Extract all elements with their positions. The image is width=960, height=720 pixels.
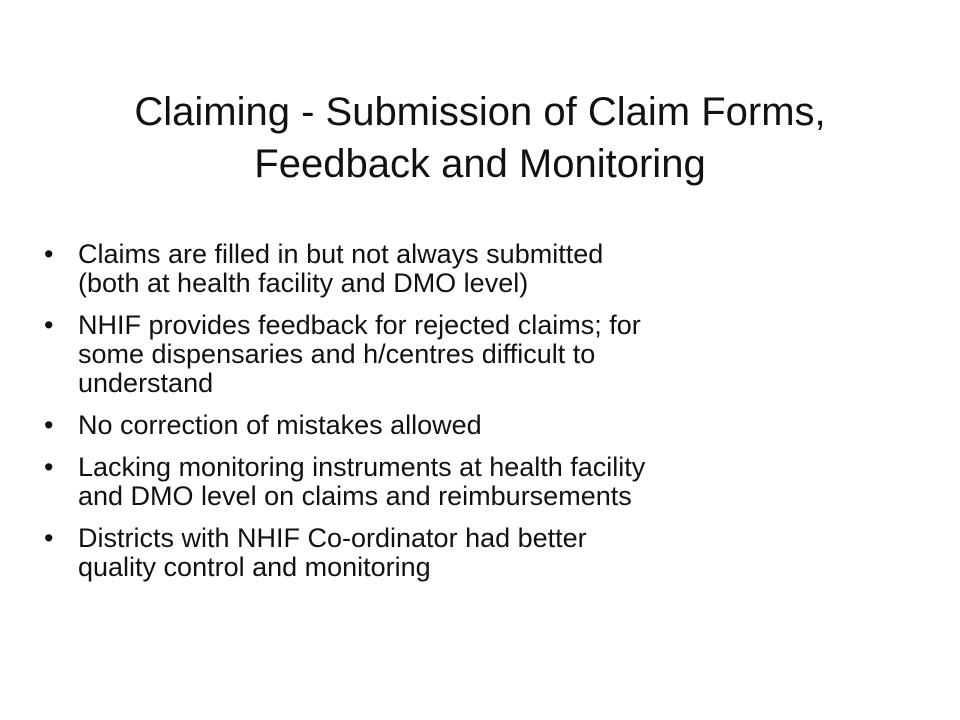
bullet-item bbox=[44, 453, 844, 511]
bullet-item bbox=[44, 524, 844, 582]
bullet-list bbox=[44, 240, 844, 595]
bullet-item bbox=[44, 411, 844, 440]
bullet-marker: • bbox=[44, 410, 54, 440]
bullet-text-line: Districts with NHIF Co-ordinator had better bbox=[78, 523, 587, 553]
bullet-marker: • bbox=[44, 452, 54, 482]
slide-title-line-1: Claiming - Submission of Claim Forms, bbox=[134, 90, 826, 134]
bullet-marker: • bbox=[44, 310, 54, 340]
bullet-text-line: understand bbox=[78, 368, 214, 398]
bullet-text-line: some dispensaries and h/centres difficult to bbox=[78, 339, 596, 369]
bullet-text-line: No correction of mistakes allowed bbox=[78, 410, 482, 440]
bullet-text-line: and DMO level on claims and reimbursements bbox=[78, 481, 632, 511]
bullet-marker: • bbox=[44, 239, 54, 269]
bullet-item bbox=[44, 240, 844, 298]
bullet-item bbox=[44, 311, 844, 398]
bullet-text-line: (both at health facility and DMO level) bbox=[78, 268, 529, 298]
bullet-text-line: NHIF provides feedback for rejected claims; for bbox=[78, 310, 641, 340]
bullet-marker: • bbox=[44, 523, 54, 553]
bullet-text-line: quality control and monitoring bbox=[78, 552, 431, 582]
bullet-text-line: Lacking monitoring instruments at health facility bbox=[78, 452, 646, 482]
slide-title bbox=[40, 86, 920, 190]
slide-title-line-2: Feedback and Monitoring bbox=[254, 142, 706, 186]
bullet-text-line: Claims are filled in but not always submitted bbox=[78, 239, 604, 269]
